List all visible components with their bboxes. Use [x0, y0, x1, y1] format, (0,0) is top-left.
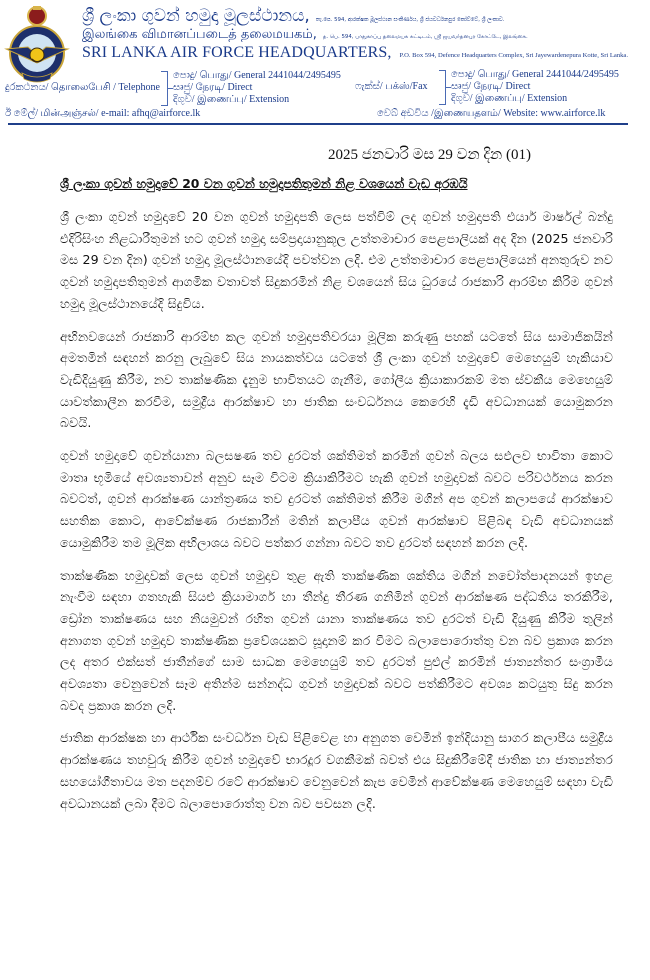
- org-address-english: P.O. Box 594, Defence Headquarters Complex, Sri Jayewardenepura Kotte, Sri Lanka.: [399, 52, 629, 59]
- email-contact[interactable]: ඊ මේල්/ மின்அஞ்சல்/ e-mail: afhq@airforce.lk: [5, 108, 201, 119]
- paragraph-3: ගුවන් හමුදාවේ ගුවන්යානා බලසෂණ තව දුරටත් ශක්තිමත් කරමින් ගුවන් බලය සඵලව භාවිතා කොට මාතෘ භූමියේ අවශ්‍යතාවන් අනුව සෑම විටම ක්‍රියාකිරීමට හැකි ගුවන් හමුදාවක් බවට පරිවර්ථනය කරන බවටත්, ගුවන් ආරක්ෂණ යාන්ත්‍රණය තව දුරටත් ශක්තිමත් කිරීම මගින් අප ගුවන් කලාපයේ ආරක්ෂාව සහතික කොට, ආවේක්ෂණ රාජකාරීන් මතින් කලාපීය ගුවන් ආරක්ෂාව පිළිබඳ වැඩි අවධානයක් යොමුකිරීම තම මූලික අභිලාශය බවට පත්කර ගන්නා බවට තව දුරටත් සඳහන් කරන ලදි.: [60, 448, 613, 550]
- header-divider: [8, 123, 628, 125]
- document-title: ශ්‍රී ලංකා ගුවන් හමුදාවේ 20 වන ගුවන් හමුදාපතිතුමන් නිළ වශයෙන් වැඩ අරඹයි: [60, 176, 468, 191]
- org-address-sinhala: තැ.පෙ. 594, ආරක්ෂක මූලස්ථාන සංකීර්ණය, ශ්‍රී ජයවර්ධනපුර කෝට්ටේ, ශ්‍රී ලංකාව.: [315, 17, 505, 23]
- telephone-label: දුරකථනය/ தொலைபேசி / Telephone: [5, 82, 160, 93]
- fax-bracket: [439, 70, 446, 105]
- org-name-sinhala: ශ්‍රී ලංකා ගුවන් හමුදා මූලස්ථානය,: [82, 6, 310, 26]
- paragraph-5: ජාතික ආරක්ෂක හා ආර්ථික සංවර්ධන වැඩ පිළිවෙළ හා අනුගත වෙමින් ඉන්දියානු සාගර කලාපීය සමුද්‍රීය ආරක්ෂණය තහවුරු කිරීම ගුවන් හමුදාවේ භාරදූර වගකීමක් බවත් එය සිදුකිරීමේදී ජාතික හා ජාත්‍යන්තර සහයෝගීතාවය මත පදනම්ව රටේ ආරක්ෂාව වෙනුවෙන් කැප වෙමින් ආවේක්ෂණ මෙහෙයුම් සඳහා වැඩි අවධානයක් ලබා දීමට බලාපොරොත්තු වන බව පවසන ලදි.: [60, 730, 613, 811]
- letterhead: [0, 0, 650, 134]
- telephone-general: පොදු/ பொது/ General 2441044/2495495: [173, 70, 341, 81]
- fax-direct: සෘජු/ நேரடி/ Direct: [451, 81, 531, 92]
- organization-names: [82, 6, 642, 62]
- air-force-crest-logo: [4, 3, 70, 85]
- org-address-tamil: த. பெ. 594, பாதுகாப்பு தலைமயக கட்டிடம், ஸ்ரீ ஜயவர்தனபுர கோட்டே, இலங்கை.: [322, 34, 528, 40]
- document-date: 2025 ජනවාරි මස 29 වන දින (01): [328, 147, 531, 163]
- fax-extension: දිගුව/ இணைப்பு/ Extension: [451, 93, 568, 104]
- fax-label: ෆැක්ස්/ பக்ஸ்/Fax: [355, 81, 428, 92]
- paragraph-4: තාක්ෂණික හමුදාවක් ලෙස ගුවන් හමුදාව තුළ ඇති තාක්ෂණික ශක්තිය මගින් නවෝත්පාදනයන් ඉහළ නැංවීම සඳහා ගතහැකි සියළු ක්‍රියාමාර්ග හා තීන්දු තීරණ ගනිමින් ගුවන් ආරක්ෂණ පද්ධතිය තරකිරීම, ඩ්‍රෝන තාක්ෂණය සහ නියමුවන් රහිත ගුවන් යානා තාක්ෂණය තව දුරටත් වැඩි දියුණු කිරීම තුලින් අනාගත ගුවන් හමුදාව තාක්ෂණික ප්‍රවේශයකට සූදානම් කර වීමට බලාපොරොත්තු වන බව ප්‍රකාශ කරන ලද අතර එක්සත් ජාතීන්ගේ සාම සාධක මෙහෙයුම් තව දුරටත් පුළුල් කරමින් ජාත්‍යන්තර සංග්‍රාමීය අවශ්‍යතා වෙනුවෙන් සෑම අතින්ම සන්නද්ධ ගුවන් හමුදාවක් බවට පත්කිරීමට අවශ්‍ය කටයුතු සිදු කරන බවද ප්‍රකාශ කරන ලදි.: [60, 567, 613, 713]
- fax-general: පොදු/ பொது/ General 2441044/2495495: [451, 69, 619, 80]
- website-contact[interactable]: වෙබ් අඩවිය /இணையதளம்/ Website: www.airforce.lk: [377, 108, 606, 119]
- org-name-english: SRI LANKA AIR FORCE HEADQUARTERS,: [82, 44, 392, 61]
- paragraph-1: ශ්‍රී ලංකා ගුවන් හමුදාවේ 20 වන ගුවන් හමුදාපති ලෙස පත්විම් ලද ගුවන් හමුදාපති එයාර් මාර්ෂල් බන්දු එදිරිසිංහ නිළධාරීතුමන් හට ගුවන් හමුදා සම්ප්‍රදායානුකූල උත්තමාචාර පෙළපාලියක් අද දින (2025 ජනවාරි මස 29 වන දින) ගුවන් හමුදා මූලස්ථානයේදි පවත්වන ලදි. එම උත්තමාචාර පෙළපාලියෙන් අනතුරුව නව ගුවන් හමුදාපතිතුමන් ආගමික වතාවත් සිදුකරමින් නිළ වශයෙන් සිය ධුරයේ රාජකාරි ආරම්භ කිරිම ගුවන් හමුදා මූලස්ථානයේදි සිදුවිය.: [60, 209, 613, 311]
- document-body: [60, 206, 613, 825]
- org-name-tamil: இலங்கை விமானப்படைத் தலைமயகம்,: [82, 27, 317, 42]
- paragraph-2: අභිනවයෙන් රාජකාරි ආරම්භ කල ගුවන් හමුදාපතිවරයා මූලික කරුණු පහක් යටතේ සිය සාමාජිකයින් අමතමින් සඳහන් කරනු ලැබුවේ සිය නායකත්වය යටතේ ශ්‍රී ලංකා ගුවන් හමුදාවේ මෙහෙයුම් හැකියාව වැඩිදියුණු කිරීම, නව තාක්ෂණික දැනුම භාවිතයට ගැනීම, ගෝලීය ක්‍රියාකාරකම් මත ස්වකීය මෙහෙයුම් යාවත්කාලීන කරවීම, සමුද්‍රීය ආරක්ෂාව හා ජාතික සංවර්ධනය කෙරෙහි දැඩි අවධානයක් යොමුකරන බවයි.: [60, 328, 613, 431]
- telephone-extension: දිගුව/ இணைப்பு/ Extension: [173, 94, 290, 105]
- telephone-bracket: [161, 71, 168, 106]
- telephone-direct: සෘජු/ நேரடி/ Direct: [173, 82, 253, 93]
